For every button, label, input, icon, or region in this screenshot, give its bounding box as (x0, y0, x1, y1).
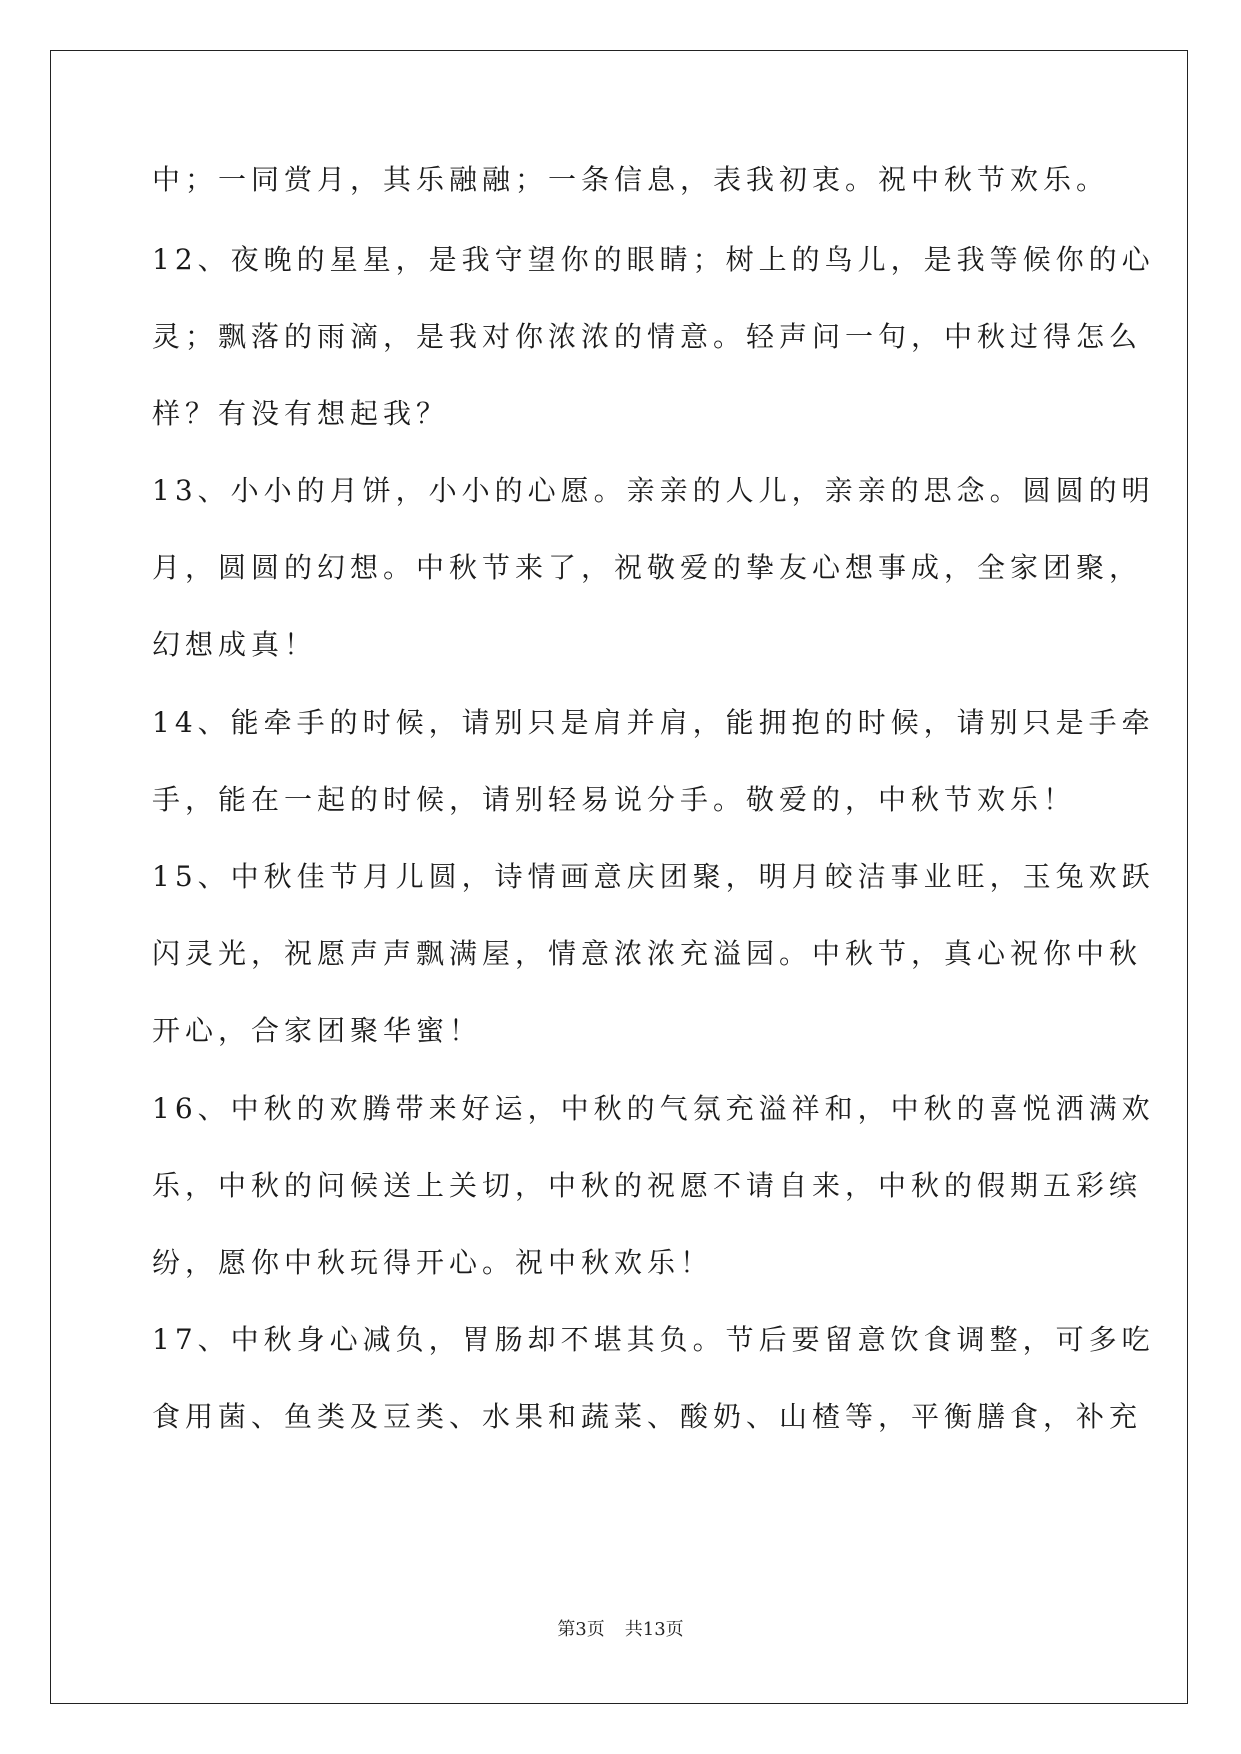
text-line: 纷，愿你中秋玩得开心。祝中秋欢乐！ (152, 1246, 714, 1279)
text-line: 开心，合家团聚华蜜！ (152, 1014, 483, 1047)
page-number: 第3页 (557, 1619, 605, 1640)
text-line: 16、中秋的欢腾带来好运，中秋的气氛充溢祥和，中秋的喜悦洒满欢 (152, 1092, 1155, 1125)
text-line: 样？有没有想起我？ (152, 397, 450, 430)
text-line: 食用菌、鱼类及豆类、水果和蔬菜、酸奶、山楂等，平衡膳食，补充 (152, 1400, 1143, 1433)
text-line: 12、夜晚的星星，是我守望你的眼睛；树上的鸟儿，是我等候你的心 (152, 243, 1155, 276)
text-line: 15、中秋佳节月儿圆，诗情画意庆团聚，明月皎洁事业旺，玉兔欢跃 (152, 860, 1155, 893)
text-line: 幻想成真！ (152, 628, 318, 661)
text-line: 14、能牵手的时候，请别只是肩并肩，能拥抱的时候，请别只是手牵 (152, 706, 1155, 739)
text-line: 13、小小的月饼，小小的心愿。亲亲的人儿，亲亲的思念。圆圆的明 (152, 474, 1155, 507)
text-line: 闪灵光，祝愿声声飘满屋，情意浓浓充溢园。中秋节，真心祝你中秋 (152, 937, 1143, 970)
text-line: 月，圆圆的幻想。中秋节来了，祝敬爱的挚友心想事成，全家团聚， (152, 551, 1143, 584)
page-total: 共13页 (624, 1619, 684, 1640)
text-line: 乐，中秋的问候送上关切，中秋的祝愿不请自来，中秋的假期五彩缤 (152, 1169, 1143, 1202)
text-line: 手，能在一起的时候，请别轻易说分手。敬爱的，中秋节欢乐！ (152, 783, 1077, 816)
text-line: 17、中秋身心减负，胃肠却不堪其负。节后要留意饮食调整，可多吃 (152, 1323, 1155, 1356)
text-line: 中；一同赏月，其乐融融；一条信息，表我初衷。祝中秋节欢乐。 (152, 163, 1110, 196)
page-footer (0, 1618, 1241, 1642)
text-line: 灵；飘落的雨滴，是我对你浓浓的情意。轻声问一句，中秋过得怎么 (152, 320, 1143, 353)
